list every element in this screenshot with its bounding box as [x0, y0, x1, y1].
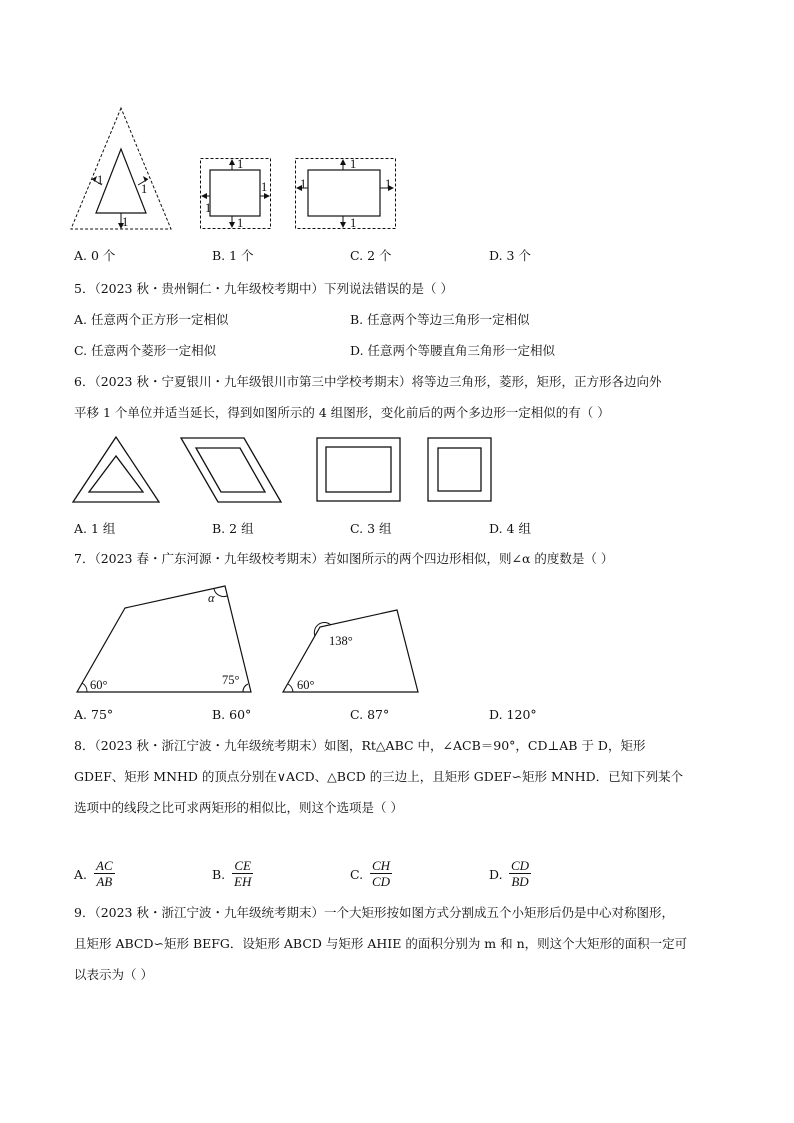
q4-label-3: 1 — [122, 215, 129, 229]
q8-option-a-letter[interactable]: A. — [74, 867, 88, 882]
q7-label-60-first: 60° — [90, 678, 108, 692]
q4-option-a[interactable]: A. 0 个 — [74, 248, 116, 263]
q7-option-b[interactable]: B. 60° — [212, 707, 252, 722]
q6-figure-rectangles — [316, 437, 402, 503]
q8-stem-line3: 选项中的线段之比可求两矩形的相似比，则这个选项是（ ） — [74, 800, 403, 815]
q6-figure-squares — [427, 437, 493, 503]
q4-label-8: 1 — [350, 157, 357, 171]
q4-figure-rectangle — [295, 158, 397, 230]
q7-stem: 7．（2023 春・广东河源・九年级校考期末）若如图所示的两个四边形相似，则∠α 的度数是（ ） — [74, 551, 614, 566]
q5-option-a[interactable]: A. 任意两个正方形一定相似 — [74, 312, 229, 327]
q8-option-a-fraction[interactable]: $\frac{AC}{AB}$ — [96, 858, 113, 889]
q4-label-4: 1 — [237, 157, 244, 171]
q8-option-b-letter[interactable]: B. — [212, 867, 226, 882]
q7-option-c[interactable]: C. 87° — [350, 707, 390, 722]
q4-option-c[interactable]: C. 2 个 — [350, 248, 392, 263]
q4-option-d[interactable]: D. 3 个 — [489, 248, 531, 263]
q4-label-11: 1 — [350, 216, 357, 230]
q8-stem-line1: 8．（2023 秋・浙江宁波・九年级统考期末）如图，Rt△ABC 中，∠ACB＝90°，CD⊥AB 于 D，矩形 — [74, 738, 646, 753]
q9-stem-line1: 9．（2023 秋・浙江宁波・九年级统考期末）一个大矩形按如图方式分割成五个小矩形后仍是中心对称图形， — [74, 905, 674, 920]
q6-option-c[interactable]: C. 3 组 — [350, 521, 392, 536]
q4-label-9: 1 — [300, 177, 307, 191]
q4-label-6: 1 — [261, 180, 268, 194]
q5-option-b[interactable]: B. 任意两个等边三角形一定相似 — [350, 312, 530, 327]
q6-stem-line2: 平移 1 个单位并适当延长，得到如图所示的 4 组图形，变化前后的两个多边形一定相似的有（ ） — [74, 405, 610, 420]
q7-option-d[interactable]: D. 120° — [489, 707, 537, 722]
q4-label-10: 1 — [385, 177, 392, 191]
q6-stem-line1: 6．（2023 秋・宁夏银川・九年级银川市第三中学校考期末）将等边三角形，菱形，矩形，正方形各边向外 — [74, 374, 662, 389]
q4-figure-triangle — [68, 105, 173, 235]
q5-option-d[interactable]: D. 任意两个等腰直角三角形一定相似 — [350, 343, 556, 358]
q6-figure-triangles — [72, 436, 160, 504]
q8-option-b-fraction[interactable]: $\frac{CE}{EH}$ — [234, 858, 252, 889]
q4-label-2: 1 — [141, 182, 148, 196]
q9-stem-line2: 且矩形 ABCD∽矩形 BEFG．设矩形 ABCD 与矩形 AHIE 的面积分别为 m 和 n，则这个大矩形的面积一定可 — [74, 936, 688, 951]
q7-label-138: 138° — [329, 634, 353, 648]
q5-option-c[interactable]: C. 任意两个菱形一定相似 — [74, 343, 217, 358]
q4-label-1: 1 — [97, 173, 104, 187]
q7-label-alpha: α — [208, 591, 215, 605]
q6-option-b[interactable]: B. 2 组 — [212, 521, 254, 536]
q7-label-60-second: 60° — [297, 678, 315, 692]
q8-option-d-letter[interactable]: D. — [489, 867, 503, 882]
q5-stem: 5．（2023 秋・贵州铜仁・九年级校考期中）下列说法错误的是（ ） — [74, 281, 453, 296]
q9-stem-line3: 以表示为（ ） — [74, 967, 153, 982]
q6-option-a[interactable]: A. 1 组 — [74, 521, 116, 536]
q4-option-b[interactable]: B. 1 个 — [212, 248, 254, 263]
q6-option-d[interactable]: D. 4 组 — [489, 521, 531, 536]
q8-option-c-letter[interactable]: C. — [350, 867, 364, 882]
q8-option-d-fraction[interactable]: $\frac{CD}{BD}$ — [511, 858, 530, 889]
q7-label-75: 75° — [222, 673, 240, 687]
q7-option-a[interactable]: A. 75° — [74, 707, 114, 722]
q8-option-c-fraction[interactable]: $\frac{CH}{CD}$ — [372, 858, 391, 889]
q4-label-7: 1 — [237, 216, 244, 230]
q8-stem-line2: GDEF、矩形 MNHD 的顶点分别在∨ACD、△BCD 的三边上，且矩形 GDEF∽矩形 MNHD．已知下列某个 — [74, 769, 684, 784]
q4-label-5: 1 — [205, 201, 212, 215]
q6-figure-rhombi — [180, 437, 282, 503]
